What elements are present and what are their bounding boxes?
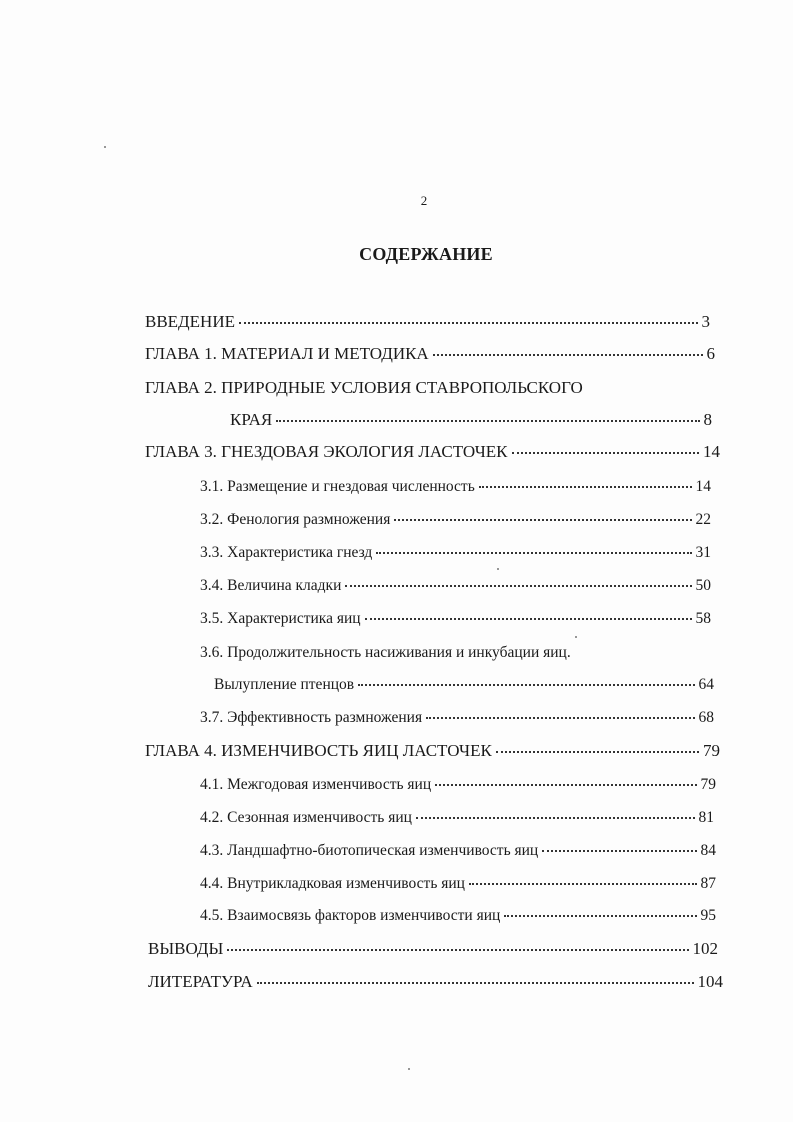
toc-entry-label: ВВЕДЕНИЕ: [145, 312, 235, 331]
toc-entry-page: 58: [695, 610, 711, 627]
scan-speck: [497, 568, 499, 570]
toc-entry-label: 3.3. Характеристика гнезд: [200, 544, 373, 561]
toc-entry-page: 102: [692, 939, 718, 958]
dot-leader: [276, 420, 699, 422]
toc-entry-page: 104: [697, 972, 723, 991]
toc-entry-page: 87: [700, 875, 716, 892]
dot-leader: [345, 585, 691, 587]
dot-leader: [426, 717, 694, 719]
toc-entry-references: [148, 973, 723, 990]
toc-entry-label: ГЛАВА 3. ГНЕЗДОВАЯ ЭКОЛОГИЯ ЛАСТОЧЕК: [145, 442, 508, 461]
toc-entry-label: ЛИТЕРАТУРА: [148, 972, 253, 991]
toc-entry-label: 4.4. Внутрикладковая изменчивость яиц: [200, 875, 465, 892]
scan-speck: [575, 636, 577, 638]
toc-entry-label: ВЫВОДЫ: [148, 939, 224, 958]
toc-entry-label: 3.7. Эффективность размножения: [200, 709, 423, 726]
toc-entry-section-3-5: [200, 611, 711, 627]
toc-entry-page: 68: [698, 709, 714, 726]
toc-entry-section-3-6: [214, 677, 714, 693]
toc-entry-page: 79: [700, 776, 716, 793]
scan-speck: [104, 146, 106, 148]
toc-entry-page: 79: [703, 741, 720, 760]
toc-entry-label: 3.4. Величина кладки: [200, 577, 342, 594]
toc-entry-section-4-3: [200, 843, 716, 859]
toc-entry-label: 4.1. Межгодовая изменчивость яиц: [200, 776, 432, 793]
toc-entry-conclusions: [148, 940, 718, 957]
dot-leader: [365, 618, 692, 620]
toc-entry-label: 4.3. Ландшафтно-биотопическая изменчивость яиц: [200, 842, 539, 859]
toc-entry-label: 4.5. Взаимосвязь факторов изменчивости яиц: [200, 907, 501, 924]
toc-entry-label: Вылупление птенцов: [214, 676, 355, 693]
toc-entry-page: 81: [698, 809, 714, 826]
dot-leader: [504, 915, 696, 917]
toc-entry-chapter-2-line-1: ГЛАВА 2. ПРИРОДНЫЕ УСЛОВИЯ СТАВРОПОЛЬСКОГО: [145, 378, 583, 397]
scan-speck: [408, 1068, 410, 1070]
toc-entry-label: 3.2. Фенология размножения: [200, 511, 391, 528]
toc-entry-section-3-7: [200, 710, 714, 726]
dot-leader: [394, 519, 691, 521]
dot-leader: [358, 684, 694, 686]
toc-entry-section-3-1: [200, 479, 711, 495]
dot-leader: [542, 850, 696, 852]
toc-entry-page: 64: [698, 676, 714, 693]
toc-entry-label: КРАЯ: [230, 410, 273, 429]
toc-entry-label: 3.1. Размещение и гнездовая численность: [200, 478, 475, 495]
toc-entry-section-3-6-line-1: 3.6. Продолжительность насиживания и инкубации яиц.: [200, 644, 571, 661]
toc-entry-label: 3.5. Характеристика яиц: [200, 610, 361, 627]
toc-entry-chapter-4: [145, 742, 720, 759]
toc-entry-page: 31: [695, 544, 711, 561]
toc-entry-section-4-4: [200, 876, 716, 892]
toc-entry-introduction: [145, 313, 710, 330]
dot-leader: [435, 784, 696, 786]
toc-entry-page: 50: [695, 577, 711, 594]
page-title: СОДЕРЖАНИЕ: [359, 244, 493, 264]
toc-entry-section-3-2: [200, 512, 711, 528]
dot-leader: [433, 354, 703, 356]
toc-entry-page: 84: [700, 842, 716, 859]
toc-entry-chapter-2: [230, 411, 712, 428]
toc-entry-section-3-3: [200, 545, 711, 561]
toc-entry-page: 14: [703, 442, 720, 461]
dot-leader: [496, 751, 699, 753]
dot-leader: [479, 486, 692, 488]
toc-entry-page: 95: [700, 907, 716, 924]
toc-entry-page: 3: [701, 312, 710, 331]
toc-entry-label: ГЛАВА 4. ИЗМЕНЧИВОСТЬ ЯИЦ ЛАСТОЧЕК: [145, 741, 492, 760]
toc-entry-section-3-4: [200, 578, 711, 594]
toc-entry-page: 8: [703, 410, 712, 429]
toc-entry-page: 6: [706, 344, 715, 363]
toc-entry-section-4-1: [200, 777, 716, 793]
dot-leader: [512, 452, 700, 454]
toc-entry-chapter-3: [145, 443, 720, 460]
dot-leader: [416, 817, 695, 819]
toc-entry-label: ГЛАВА 1. МАТЕРИАЛ И МЕТОДИКА: [145, 344, 429, 363]
toc-entry-section-4-2: [200, 810, 714, 826]
toc-entry-chapter-1: [145, 345, 715, 362]
toc-entry-page: 22: [695, 511, 711, 528]
toc-entry-label: 4.2. Сезонная изменчивость яиц: [200, 809, 412, 826]
toc-entry-page: 14: [695, 478, 711, 495]
dot-leader: [469, 883, 697, 885]
dot-leader: [239, 322, 698, 324]
toc-entry-section-4-5: [200, 908, 716, 924]
page-number: 2: [420, 193, 428, 208]
dot-leader: [376, 552, 691, 554]
dot-leader: [227, 949, 688, 951]
dot-leader: [257, 982, 694, 984]
